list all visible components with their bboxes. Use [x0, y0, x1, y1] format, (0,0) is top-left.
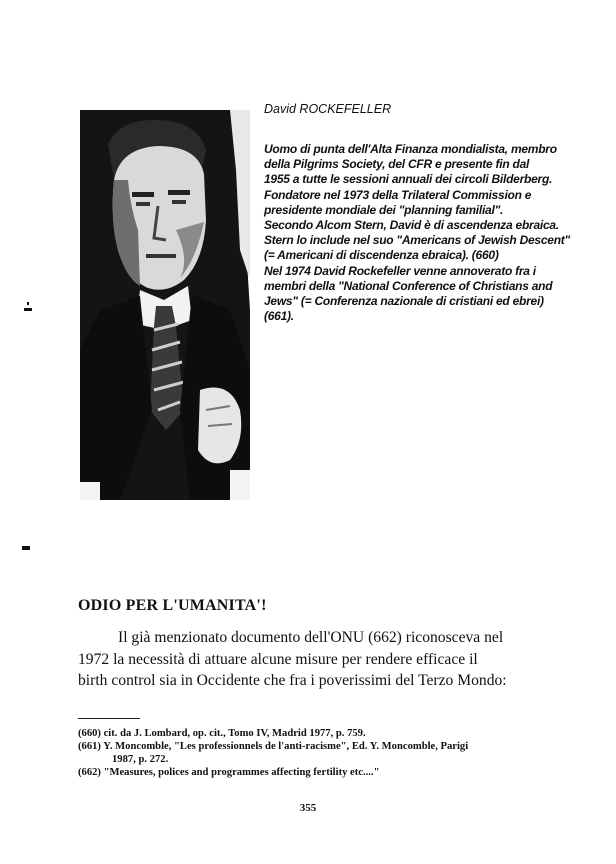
scan-mark	[27, 302, 29, 305]
caption-line: membri della "National Conference of Christians and	[264, 278, 553, 293]
footnote-661: (661) Y. Moncomble, "Les professionnels de l'anti-racisme", Ed. Y. Moncomble, Parigi	[78, 741, 469, 752]
caption-line: Secondo Alcom Stern, David è di ascendenza ebraica.	[264, 218, 559, 233]
page-number: 355	[299, 802, 317, 814]
footnote-662: (662) "Measures, polices and programmes affecting fertility etc...."	[78, 767, 380, 778]
caption-line: della Pilgrims Society, del CFR e presente fin dal	[264, 157, 530, 172]
caption-line: Uomo di punta dell'Alta Finanza mondialista, membro	[264, 142, 557, 156]
footnotes	[78, 727, 572, 779]
scan-mark	[22, 546, 30, 550]
caption-line: (661).	[264, 309, 294, 324]
paragraph-line: birth control sia in Occidente che fra i poverissimi del Terzo Mondo:	[78, 672, 507, 689]
body-paragraph	[78, 627, 572, 692]
caption-line: Fondatore nel 1973 della Trilateral Commission e	[264, 187, 532, 202]
caption-body	[264, 142, 576, 324]
footnote-660: (660) cit. da J. Lombard, op. cit., Tomo IV, Madrid 1977, p. 759.	[78, 728, 366, 739]
caption-line: presidente mondiale dei "planning familial".	[264, 202, 504, 217]
caption-line: Stern lo include nel suo "Americans of Jewish Descent"	[264, 233, 570, 248]
paragraph-line: Il già menzionato documento dell'ONU (662) riconosceva nel	[118, 629, 504, 646]
footnote-661-cont: 1987, p. 272.	[112, 754, 169, 765]
caption-line: (= Americani di discendenza ebraica). (660)	[264, 248, 499, 263]
footnote-divider	[78, 718, 140, 719]
caption-line: 1955 a tutte le sessioni annuali dei circoli Bilderberg.	[264, 172, 553, 187]
scan-mark	[24, 308, 32, 311]
paragraph-line: 1972 la necessità di attuare alcune misure per rendere efficace il	[78, 650, 478, 668]
caption-line: Nel 1974 David Rockefeller venne annoverato fra i	[264, 263, 536, 278]
caption-line: Jews" (= Conferenza nazionale di cristiani ed ebrei)	[264, 294, 544, 309]
portrait-photo	[80, 110, 250, 500]
section-heading: ODIO PER L'UMANITA'!	[78, 597, 267, 614]
caption-title: David ROCKEFELLER	[264, 102, 392, 116]
